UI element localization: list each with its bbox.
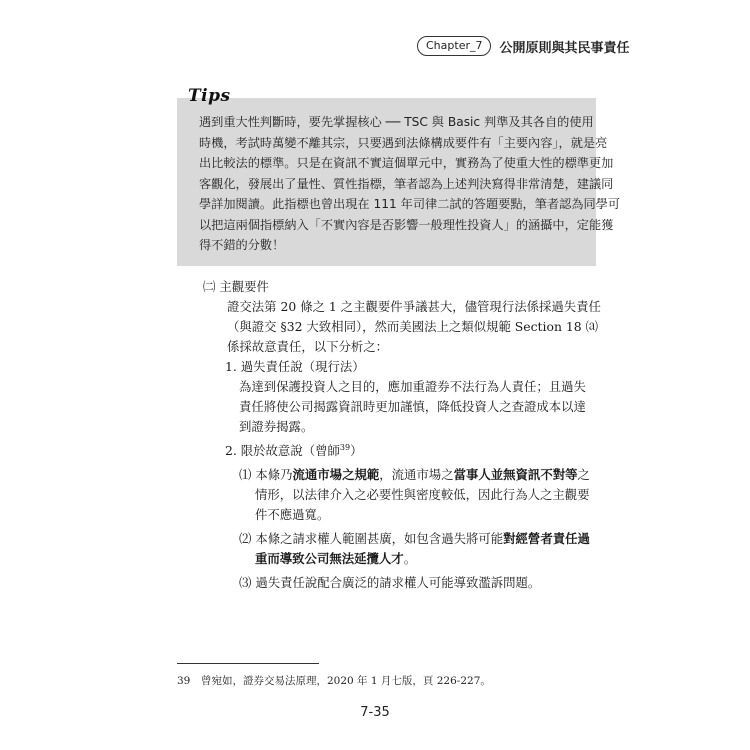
tips-line: 時機，考試時萬變不離其宗，只要遇到法條構成要件有「主要內容」，就是亮	[199, 135, 608, 150]
tips-line: 學詳加閱讀。此指標也曾出現在 111 年司律二試的答題要點，筆者認為同學可	[199, 197, 621, 211]
intro-line: 係採故意責任，以下分析之：	[227, 339, 389, 354]
intro-line: 證交法第 20 條之 1 之主觀要件爭議甚大，儘管現行法係採過失責任	[227, 299, 601, 314]
item1-line: 到證券揭露。	[239, 419, 314, 434]
footnote	[177, 673, 491, 688]
main-text	[203, 277, 603, 593]
tips-label: Tips	[188, 86, 231, 106]
footnote-ref[interactable]: 39	[339, 442, 351, 452]
tips-line: 遇到重大性判斷時，要先掌握核心 ── TSC 與 Basic 判準及其各自的使用	[199, 115, 594, 129]
page-number: 7-35	[360, 705, 390, 720]
tips-line: 以把這兩個指標納入「不實內容是否影響一般理性投資人」的涵攝中，定能獲	[199, 217, 614, 232]
tips-line: 得不錯的分數！	[199, 238, 285, 252]
chapter-title: 公開原則與其民事責任	[499, 40, 630, 56]
sub2-line: 重而導致公司無法延攬人才。	[255, 551, 417, 566]
item2-heading: 2. 限於故意說（曾師$^{39}$）	[225, 442, 363, 458]
footnote-number: 39	[177, 675, 191, 687]
item1-line: 為達到保護投資人之目的，應加重證券不法行為人責任；且過失	[239, 379, 586, 394]
tips-text	[199, 112, 621, 256]
sub2-line: ⑵ 本條之請求權人範圍甚廣，如包含過失將可能對經營者責任過	[239, 531, 590, 546]
running-header	[417, 36, 630, 56]
tips-line: 客觀化，發展出了量性、質性指標，筆者認為上述判決寫得非常清楚，建議同	[199, 176, 614, 191]
footnote-text: 曾宛如，證券交易法原理，2020 年 1 月七版，頁 226-227。	[201, 675, 491, 687]
footnote-rule	[177, 663, 319, 664]
intro-line: （與證交 §32 大致相同），然而美國法上之類似規範 Section 18 ⒜	[227, 319, 598, 334]
item1-heading: 1. 過失責任說（現行法）	[225, 359, 365, 374]
chapter-label: Chapter_7	[417, 36, 491, 56]
sub1-line: 件不應過寬。	[255, 507, 330, 522]
section-heading: ㈡ 主觀要件	[203, 279, 269, 294]
sub1-line: 情形，以法律介入之必要性與密度較低，因此行為人之主觀要	[255, 487, 590, 502]
item1-line: 責任將使公司揭露資訊時更加謹慎，降低投資人之查證成本以達	[239, 399, 586, 414]
sub1-line: ⑴ 本條乃流通市場之規範，流通市場之當事人並無資訊不對等之	[239, 467, 590, 482]
tips-line: 出比較法的標準。只是在資訊不實這個單元中，實務為了使重大性的標準更加	[199, 156, 614, 170]
sub3-line: ⑶ 過失責任說配合廣泛的請求權人可能導致濫訴問題。	[239, 575, 541, 590]
